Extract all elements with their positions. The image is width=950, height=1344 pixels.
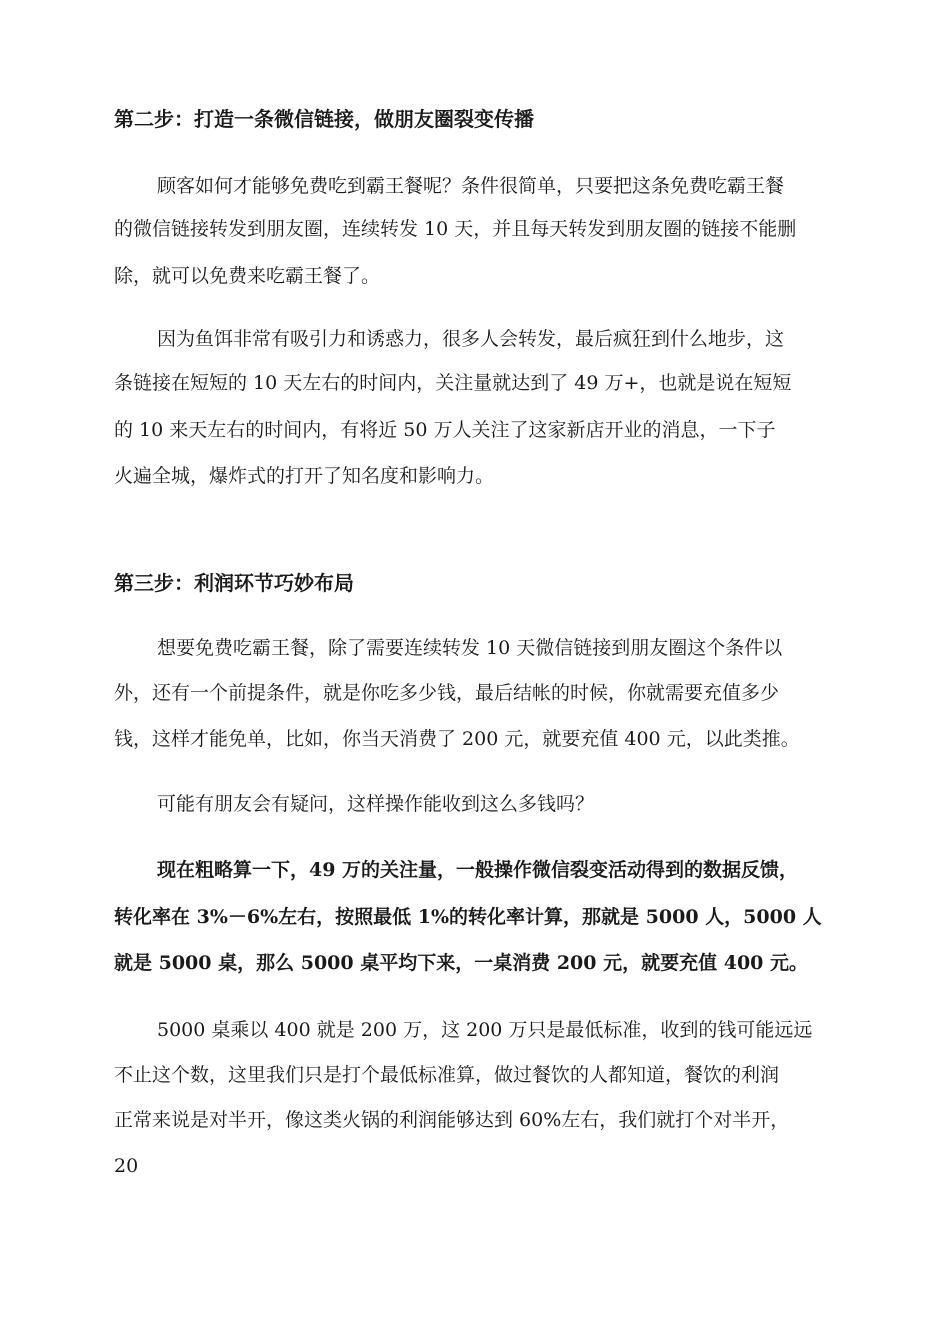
paragraph-line: 想要免费吃霸王餐，除了需要连续转发 10 天微信链接到朋友圈这个条件以: [157, 637, 783, 659]
paragraph-line: 可能有朋友会有疑问，这样操作能收到这么多钱吗？: [157, 793, 595, 815]
section-heading-step-2: 第二步：打造一条微信链接，做朋友圈裂变传播: [114, 107, 534, 131]
paragraph-line: 的 10 来天左右的时间内，有将近 50 万人关注了这家新店开业的消息，一下子: [114, 419, 776, 441]
page-number: 20: [114, 1155, 139, 1177]
paragraph-line: 正常来说是对半开，像这类火锅的利润能够达到 60%左右，我们就打个对半开，: [114, 1109, 790, 1131]
paragraph-line: 顾客如何才能够免费吃到霸王餐呢？条件很简单，只要把这条免费吃霸王餐: [157, 175, 785, 197]
paragraph-line: 因为鱼饵非常有吸引力和诱惑力，很多人会转发，最后疯狂到什么地步，这: [157, 328, 785, 350]
bold-paragraph-line: 转化率在 3%－6%左右，按照最低 1%的转化率计算，那就是 5000 人，5000 人: [114, 906, 822, 928]
paragraph-line: 条链接在短短的 10 天左右的时间内，关注量就达到了 49 万+，也就是说在短短: [114, 372, 792, 394]
bold-paragraph-line: 现在粗略算一下，49 万的关注量，一般操作微信裂变活动得到的数据反馈，: [157, 859, 799, 881]
paragraph-line: 火遍全城，爆炸式的打开了知名度和影响力。: [114, 465, 495, 487]
paragraph-line: 不止这个数，这里我们只是打个最低标准算，做过餐饮的人都知道，餐饮的利润: [114, 1064, 780, 1086]
paragraph-line: 钱，这样才能免单，比如，你当天消费了 200 元，就要充值 400 元，以此类推。: [114, 728, 800, 750]
paragraph-line: 外，还有一个前提条件，就是你吃多少钱，最后结帐的时候，你就需要充值多少: [114, 682, 780, 704]
paragraph-line: 除，就可以免费来吃霸王餐了。: [114, 265, 381, 287]
section-heading-step-3: 第三步：利润环节巧妙布局: [114, 571, 354, 595]
paragraph-line: 的微信链接转发到朋友圈，连续转发 10 天，并且每天转发到朋友圈的链接不能删: [114, 218, 797, 240]
paragraph-line: 5000 桌乘以 400 就是 200 万，这 200 万只是最低标准，收到的钱可能远远: [157, 1019, 813, 1041]
bold-paragraph-line: 就是 5000 桌，那么 5000 桌平均下来，一桌消费 200 元，就要充值 400 元。: [114, 952, 809, 974]
